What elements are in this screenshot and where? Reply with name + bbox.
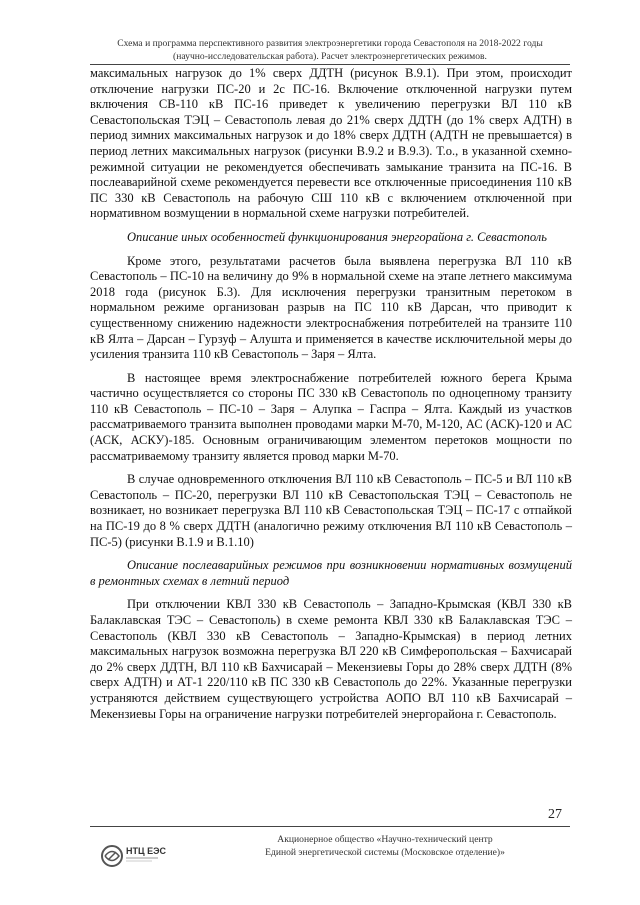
section-subheading-features: Описание иных особенностей функционирования энергорайона г. Севастополь xyxy=(127,229,547,244)
footer-line-1: Акционерное общество «Научно-технический центр xyxy=(277,834,493,845)
header-divider xyxy=(90,64,570,65)
paragraph-continuation: максимальных нагрузок до 1% сверх ДДТН (рисунок В.9.1). При этом, происходит отключение нагрузки ПС-20 и 2с ПС-16. Включение отключенной нагрузки путем включения СВ-110 кВ ПС-16 приведет к увеличению перегрузки ВЛ 110 кВ Севастопольская ТЭЦ – Севастополь левая до 21% сверх ДДТН (до 1% сверх АДТН) в период зимних максимальных нагрузок и до 18% сверх ДДТН (АДТН не превышается) в период летних максимальных нагрузок (рисунки В.9.2 и В.9.3). Т.о., в указанной схемно-режимной ситуации не рекомендуется обеспечивать замыкание транзита на ПС-16. В послеаварийной схеме рекомендуется перевести все отключенные присоединения 110 кВ ПС 330 кВ Севастополь на рабочую СШ 110 кВ с включением отключенной при нормативном возмущении в нормальной схеме нагрузки потребителей. xyxy=(90,66,572,221)
footer-organization xyxy=(205,834,565,859)
footer-divider xyxy=(90,826,570,827)
company-logo xyxy=(100,838,166,876)
header-line-1: Схема и программа перспективного развития электроэнергетики города Севастополя на 2018-2022 годы xyxy=(117,38,543,49)
paragraph-repair-scheme: При отключении КВЛ 330 кВ Севастополь – Западно-Крымская (КВЛ 330 кВ Балаклавская ТЭС – Севастополь) в схеме ремонта КВЛ 330 кВ Балаклавская ТЭС – Севастополь (КВЛ 330 кВ Севастополь – Западно-Крымская) в период летних максимальных нагрузок возможна перегрузка ВЛ 220 кВ Симферопольская – Бахчисарай до 2% сверх ДДТН, ВЛ 110 кВ Бахчисарай – Мекензиевы Горы до 28% сверх ДДТН (8% сверх АДТН) и АТ-1 220/110 кВ ПС 330 кВ Севастополь до 22%. Указанные перегрузки устраняются действием существующего устройства АОПО ВЛ 110 кВ Бахчисарай – Мекензиевы Горы на ограничение нагрузки потребителей энергорайона г. Севастополь. xyxy=(90,597,572,721)
company-logo-icon xyxy=(100,838,166,876)
paragraph-south-coast-supply: В настоящее время электроснабжение потребителей южного берега Крыма частично осуществляется со стороны ПС 330 кВ Севастополь по одноцепному транзиту 110 кВ Севастополь – ПС-10 – Заря – Алупка – Гаспра – Ялта. Каждый из участков рассматриваемого транзита выполнен проводами марки М-70, М-120, АС (АСК)-120 и АС (АСК, АСКУ)-185. Основным ограничивающим элементом перетоков мощности по рассматриваемому транзиту является провод марки М-70. xyxy=(90,370,572,463)
paragraph-overload-summary: Кроме этого, результатами расчетов была выявлена перегрузка ВЛ 110 кВ Севастополь – ПС-10 на величину до 9% в нормальной схеме на этапе летнего максимума 2018 года (рисунок Б.3). Для исключения перегрузки транзитным перетоком в нормальном режиме организован разрыв на ПС 110 кВ Дарсан, что приводит к существенному снижению надежности электроснабжения потребителей на транзите 110 кВ Ялта – Дарсан – Гурзуф – Алушта и применяется в качестве исключительной меры до усиления транзита 110 кВ Севастополь – Заря – Ялта. xyxy=(90,253,572,362)
header-line-2: (научно-исследовательская работа). Расчет электроэнергетических режимов. xyxy=(173,50,487,62)
paragraph-simultaneous-outage: В случае одновременного отключения ВЛ 110 кВ Севастополь – ПС-5 и ВЛ 110 кВ Севастополь – ПС-20, перегрузки ВЛ 110 кВ Севастопольская ТЭЦ – Севастополь не возникает, но возникает перегрузка ВЛ 110 кВ Севастопольская ТЭЦ – ПС-17 с отпайкой на ПС-19 до 8 % сверх ДДТН (аналогично режиму отключения ВЛ 110 кВ Севастополь – ПС-5) (рисунки В.1.9 и В.1.10) xyxy=(90,472,572,549)
document-body xyxy=(90,66,572,722)
section-subheading-post-emergency: Описание послеаварийных режимов при возникновении нормативных возмущений в ремонтных схемах в летний период xyxy=(90,558,572,588)
footer-line-2: Единой энергетической системы (Московское отделение)» xyxy=(265,846,505,858)
logo-wordmark: НТЦ ЕЭС xyxy=(126,846,166,856)
page-number: 27 xyxy=(548,807,562,822)
running-header xyxy=(95,38,565,63)
